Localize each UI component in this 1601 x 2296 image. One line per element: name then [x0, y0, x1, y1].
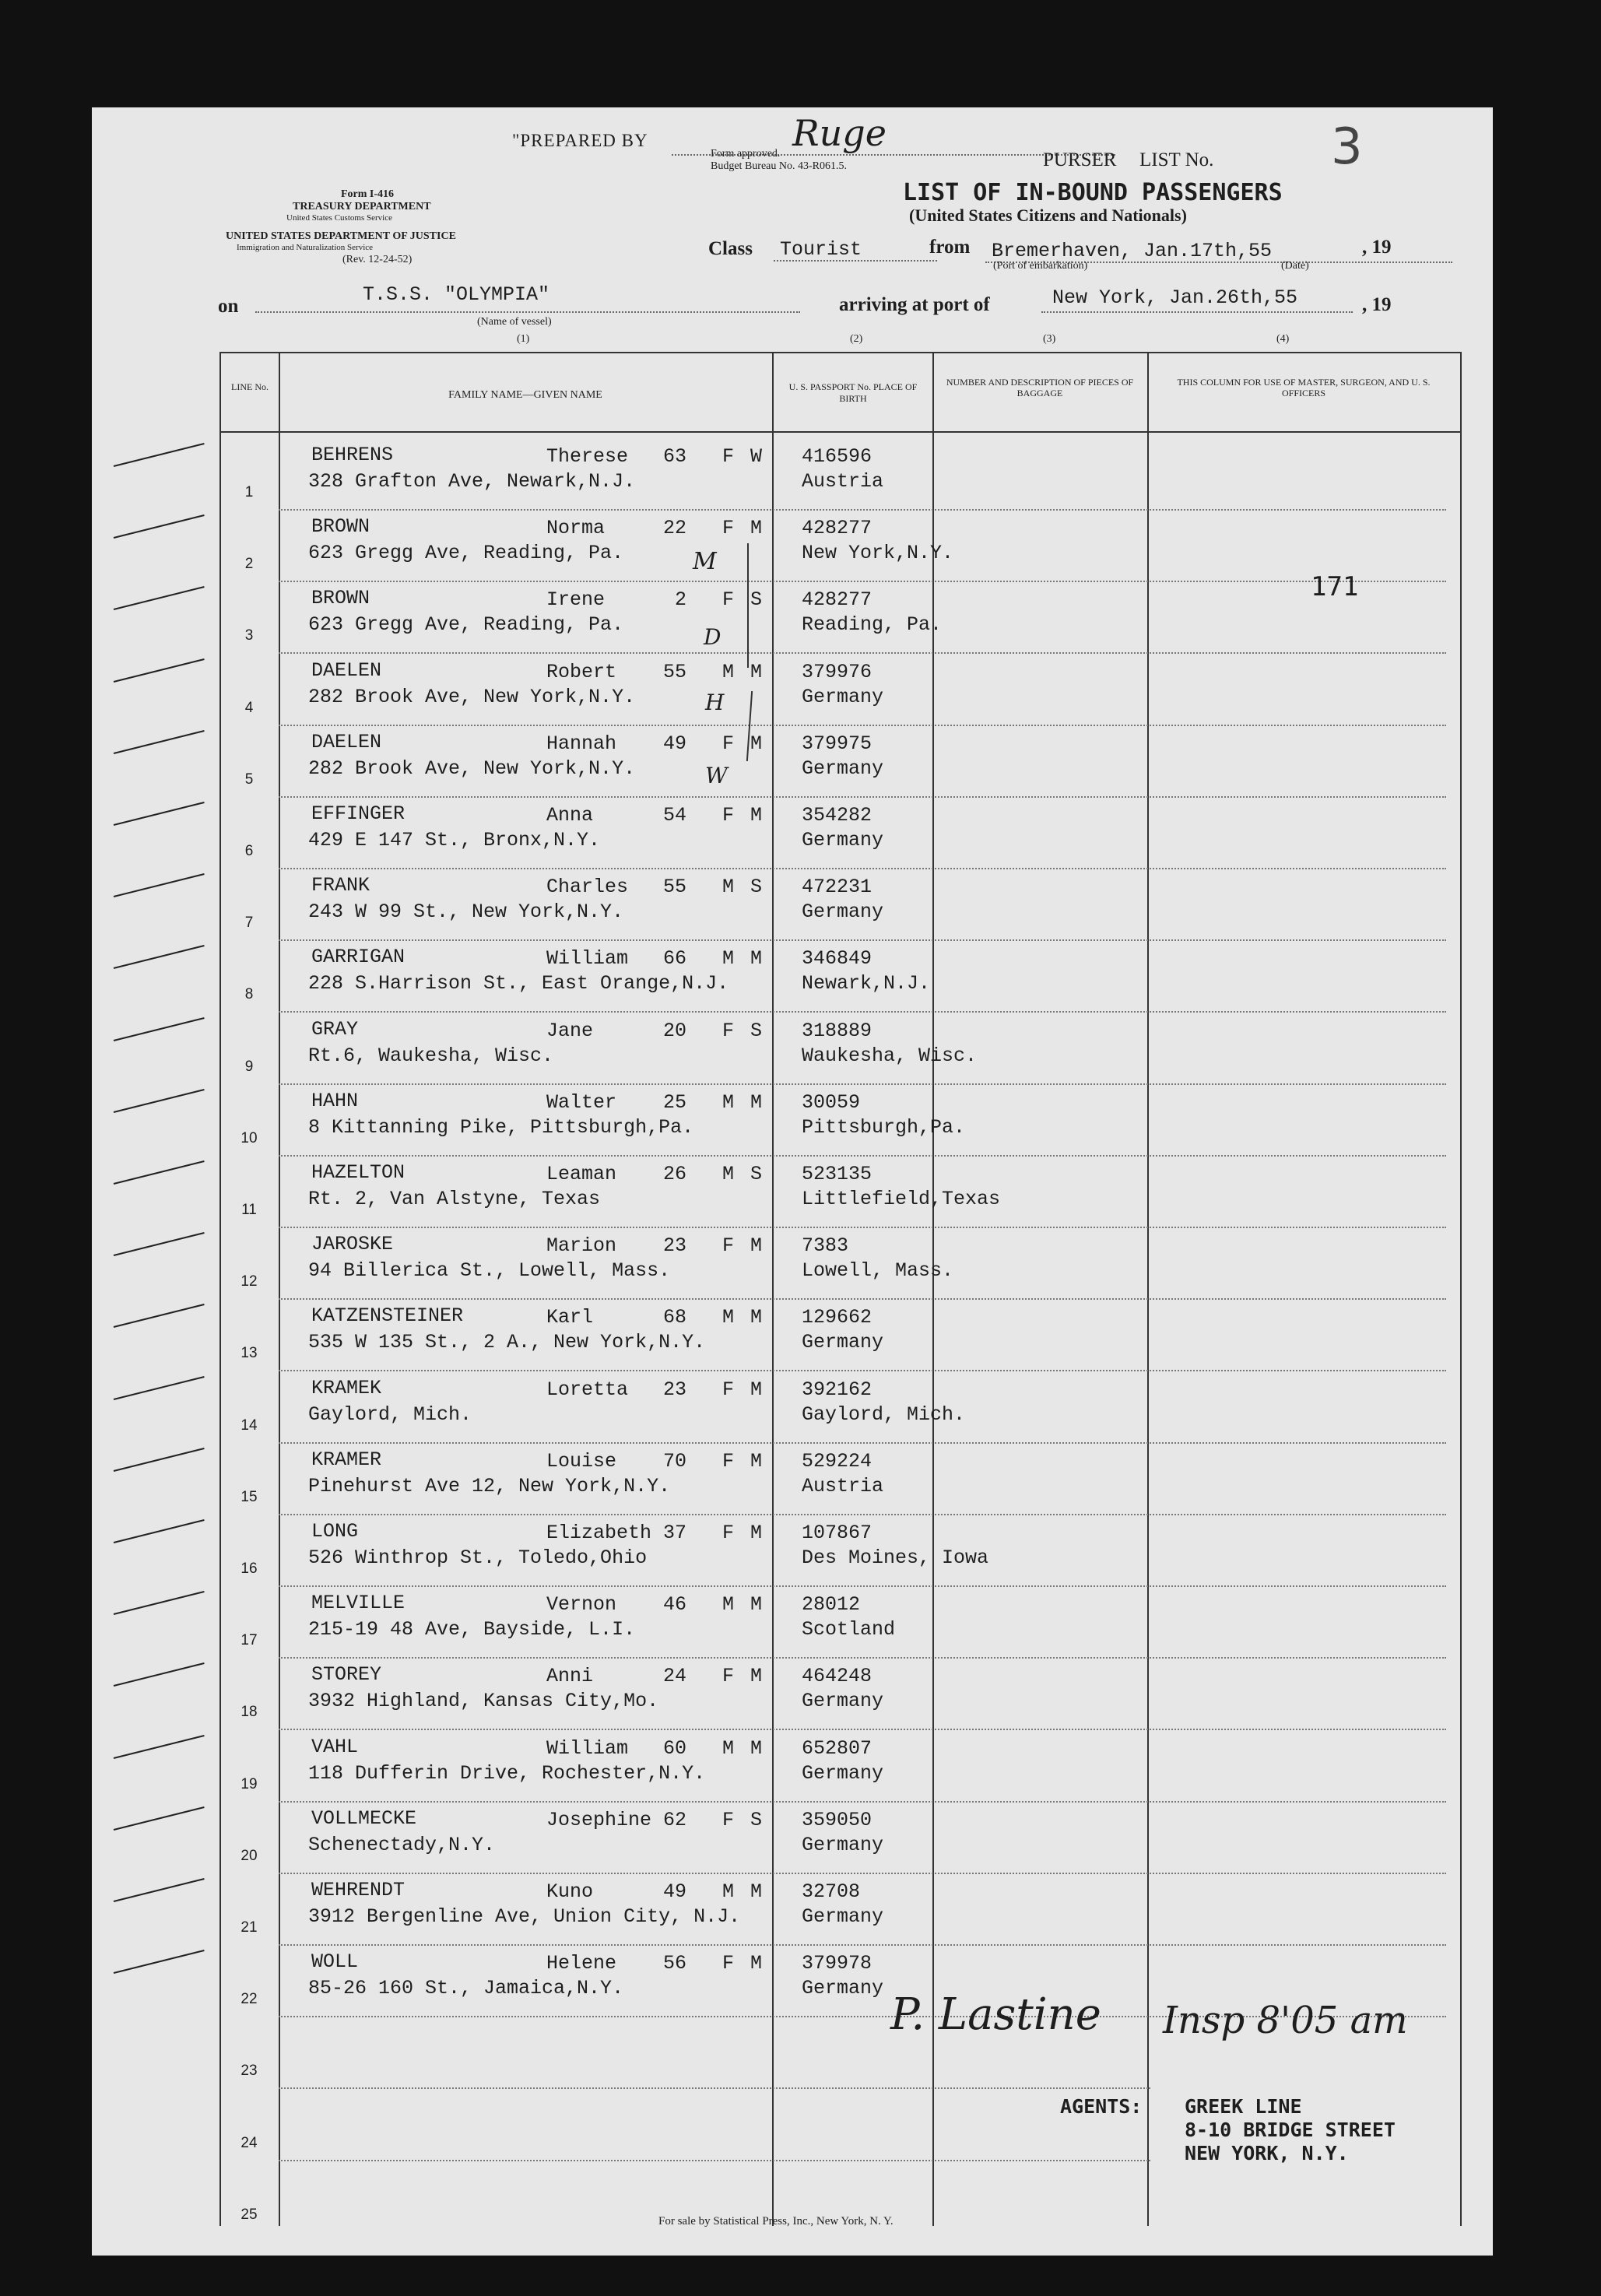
header-family-name: FAMILY NAME—GIVEN NAME	[448, 389, 602, 401]
family-name: LONG	[311, 1520, 359, 1543]
marital-status: M	[750, 1880, 763, 1903]
col-1-caption: (1)	[517, 333, 530, 345]
marital-status: M	[750, 1522, 763, 1544]
dept-justice-sub: Immigration and Naturalization Service	[237, 243, 374, 252]
sex: M	[722, 876, 735, 899]
passport-number: 7383	[802, 1234, 849, 1258]
age: 23	[662, 1234, 686, 1258]
place-of-birth: Waukesha, Wisc.	[802, 1044, 978, 1067]
table-row	[92, 1514, 1493, 1585]
arriving-label: arriving at port of	[839, 294, 990, 315]
age: 66	[662, 947, 686, 971]
marital-status: M	[750, 804, 763, 827]
from-value: Bremerhaven, Jan.17th,55	[992, 240, 1273, 262]
family-name: STOREY	[311, 1663, 382, 1687]
marital-status: S	[750, 1019, 763, 1042]
marital-status: M	[750, 517, 763, 540]
given-name: Vernon	[546, 1593, 617, 1617]
line-number: 12	[241, 1273, 258, 1290]
given-name: Norma	[546, 517, 606, 540]
age: 55	[662, 660, 686, 683]
table-row	[92, 1155, 1493, 1227]
sex: F	[722, 1234, 735, 1258]
given-name: Louise	[546, 1449, 617, 1473]
address: 328 Grafton Ave, Newark,N.J.	[308, 470, 636, 493]
marital-status: M	[750, 1736, 763, 1760]
vessel-name: T.S.S. "OLYMPIA"	[363, 283, 550, 306]
table-row	[92, 1371, 1493, 1442]
table-row	[92, 1873, 1493, 1944]
place-of-birth: Scotland	[802, 1618, 896, 1641]
address: Schenectady,N.Y.	[308, 1833, 496, 1856]
family-name: WEHRENDT	[311, 1879, 406, 1901]
address: 3912 Bergenline Ave, Union City, N.J.	[308, 1905, 741, 1928]
dept-treasury-sub: United States Customs Service	[286, 213, 392, 223]
given-name: Therese	[546, 445, 629, 468]
given-name: Josephine	[546, 1808, 652, 1831]
line-number: 22	[241, 1991, 258, 2008]
marital-status: M	[750, 1234, 763, 1258]
year-19-b: , 19	[1362, 294, 1392, 315]
line-number: 20	[241, 1847, 258, 1864]
form-approved: Form approved.	[711, 148, 781, 160]
line-number: 15	[241, 1488, 258, 1505]
table-row	[92, 1657, 1493, 1729]
marital-status: M	[750, 1449, 763, 1473]
given-name: Jane	[546, 1019, 594, 1042]
check-mark	[114, 1878, 205, 1902]
date-caption: (Date)	[1281, 260, 1309, 272]
place-of-birth: Germany	[802, 757, 884, 780]
passport-number: 379978	[802, 1952, 872, 1975]
marital-status: M	[750, 1952, 763, 1975]
place-of-birth: Germany	[802, 1833, 884, 1856]
col-4-caption: (4)	[1276, 333, 1290, 345]
family-name: VAHL	[311, 1735, 359, 1758]
age: 26	[662, 1163, 686, 1185]
passport-number: 359050	[802, 1808, 872, 1831]
agents-label: AGENTS:	[1060, 2095, 1143, 2118]
passport-number: 346849	[802, 947, 872, 971]
table-row	[92, 1442, 1493, 1514]
family-name: EFFINGER	[311, 802, 406, 825]
form-title: LIST OF IN-BOUND PASSENGERS	[903, 179, 1283, 206]
given-name: Irene	[546, 588, 606, 612]
sex: F	[722, 445, 735, 468]
age: 60	[662, 1736, 686, 1760]
line-number: 8	[244, 986, 254, 1003]
family-name: MELVILLE	[311, 1592, 406, 1615]
check-mark	[114, 514, 205, 539]
col-3-caption: (3)	[1043, 333, 1056, 345]
address: 215-19 48 Ave, Bayside, L.I.	[308, 1618, 636, 1641]
inspector-signature: P. Lastine	[890, 1989, 1101, 2040]
given-name: Elizabeth	[546, 1522, 652, 1544]
family-name: JAROSKE	[311, 1233, 394, 1256]
age: 23	[662, 1378, 686, 1401]
address: 228 S.Harrison St., East Orange,N.J.	[308, 972, 729, 995]
check-mark	[114, 1017, 205, 1041]
check-mark	[114, 1806, 205, 1831]
passport-number: 428277	[802, 588, 872, 612]
marital-status: M	[750, 1090, 763, 1114]
place-of-birth: Des Moines, Iowa	[802, 1546, 989, 1569]
line-number: 21	[241, 1919, 258, 1936]
passport-number: 472231	[802, 876, 872, 899]
line-number: 5	[244, 771, 254, 788]
given-name: Anna	[546, 804, 594, 827]
address: 94 Billerica St., Lowell, Mass.	[308, 1259, 671, 1283]
sex: F	[722, 804, 735, 827]
hand-mark-h: H	[705, 690, 725, 715]
vessel-caption: (Name of vessel)	[477, 316, 552, 328]
sex: M	[722, 947, 735, 971]
address: 3932 Highland, Kansas City,Mo.	[308, 1690, 659, 1713]
passport-number: 523135	[802, 1163, 872, 1185]
age: 46	[662, 1593, 686, 1617]
check-mark	[114, 730, 205, 754]
sex: M	[722, 1090, 735, 1114]
marital-status: S	[750, 876, 763, 899]
address: Gaylord, Mich.	[308, 1403, 472, 1426]
age: 62	[662, 1808, 686, 1831]
given-name: Helene	[546, 1952, 617, 1975]
line-number: 10	[241, 1129, 258, 1146]
marital-status: M	[750, 1593, 763, 1617]
given-name: William	[546, 1736, 629, 1760]
address: 623 Gregg Ave, Reading, Pa.	[308, 542, 624, 565]
family-name: BROWN	[311, 515, 370, 539]
address: 535 W 135 St., 2 A., New York,N.Y.	[308, 1331, 706, 1354]
hand-mark-d: D	[704, 624, 722, 650]
sex: F	[722, 1378, 735, 1401]
address: Rt.6, Waukesha, Wisc.	[308, 1044, 554, 1067]
family-name: VOLLMECKE	[311, 1806, 417, 1830]
sex: F	[722, 1449, 735, 1473]
manifest-page	[92, 107, 1493, 2256]
place-of-birth: Germany	[802, 1977, 884, 2000]
table-row	[92, 1801, 1493, 1873]
header-line-no: LINE No.	[231, 381, 269, 392]
line-number: 2	[244, 556, 254, 573]
family-name: FRANK	[311, 874, 370, 897]
line-number: 9	[244, 1058, 254, 1075]
check-mark	[114, 873, 205, 897]
check-mark	[114, 1950, 205, 1974]
table-row	[92, 509, 1493, 581]
check-mark	[114, 1160, 205, 1185]
passport-number: 652807	[802, 1736, 872, 1760]
check-mark	[114, 1089, 205, 1113]
given-name: Charles	[546, 876, 629, 899]
place-of-birth: Lowell, Mass.	[802, 1259, 954, 1283]
passport-number: 464248	[802, 1665, 872, 1688]
table-row	[92, 581, 1493, 652]
revision: (Rev. 12-24-52)	[342, 254, 413, 265]
sex: M	[722, 1306, 735, 1329]
age: 22	[662, 517, 686, 540]
check-mark	[114, 1735, 205, 1759]
passport-number: 379975	[802, 732, 872, 755]
given-name: Karl	[546, 1306, 594, 1329]
sex: F	[722, 1522, 735, 1544]
age: 63	[662, 445, 686, 468]
line-number: 7	[244, 915, 254, 932]
line-number: 23	[241, 2063, 258, 2080]
sex: F	[722, 1019, 735, 1042]
place-of-birth: Austria	[802, 470, 884, 493]
place-of-birth: Germany	[802, 900, 884, 924]
family-name: HAHN	[311, 1089, 359, 1112]
given-name: Robert	[546, 660, 617, 683]
check-mark	[114, 802, 205, 826]
check-mark	[114, 586, 205, 610]
passport-number: 28012	[802, 1593, 861, 1617]
prepared-by-signature: Ruge	[792, 112, 887, 154]
line-number: 4	[244, 699, 254, 716]
address: 282 Brook Ave, New York,N.Y.	[308, 757, 636, 780]
address: 243 W 99 St., New York,N.Y.	[308, 900, 624, 924]
age: 49	[662, 1880, 686, 1903]
inspection-time: Insp 8'05 am	[1163, 1999, 1408, 2042]
place-of-birth: Pittsburgh,Pa.	[802, 1115, 966, 1139]
place-of-birth: Austria	[802, 1474, 884, 1497]
table-row	[92, 1012, 1493, 1083]
purser-label: PURSER	[1043, 149, 1117, 170]
line-number: 25	[241, 2206, 258, 2223]
family-name: GRAY	[311, 1017, 359, 1041]
table-row	[92, 437, 1493, 509]
arriving-value: New York, Jan.26th,55	[1052, 286, 1298, 309]
check-mark	[114, 945, 205, 969]
officer-note: 171	[1311, 571, 1359, 602]
marital-status: S	[750, 1808, 763, 1831]
address: Pinehurst Ave 12, New York,N.Y.	[308, 1474, 671, 1497]
family-name: WOLL	[311, 1950, 359, 1974]
marital-status: S	[750, 1163, 763, 1185]
address: 8 Kittanning Pike, Pittsburgh,Pa.	[308, 1115, 694, 1139]
sex: F	[722, 588, 735, 612]
place-of-birth: Germany	[802, 1761, 884, 1785]
agents-line-3: NEW YORK, N.Y.	[1185, 2142, 1349, 2164]
sex: M	[722, 1593, 735, 1617]
marital-status: M	[750, 1665, 763, 1688]
hand-mark-w: W	[705, 763, 728, 788]
from-label: from	[929, 237, 971, 258]
address: 623 Gregg Ave, Reading, Pa.	[308, 613, 624, 637]
table-row	[92, 1298, 1493, 1370]
passport-number: 318889	[802, 1019, 872, 1042]
dept-justice: UNITED STATES DEPARTMENT OF JUSTICE	[226, 230, 456, 242]
age: 2	[674, 588, 686, 612]
given-name: Anni	[546, 1665, 594, 1688]
budget-bureau: Budget Bureau No. 43-R061.5.	[711, 160, 847, 172]
sex: F	[722, 732, 735, 755]
age: 54	[662, 804, 686, 827]
check-mark	[114, 1376, 205, 1400]
passport-number: 416596	[802, 445, 872, 468]
passport-number: 428277	[802, 517, 872, 540]
port-embark-caption: (Port of embarkation)	[993, 260, 1088, 272]
place-of-birth: New York,N.Y.	[802, 542, 954, 565]
sex: F	[722, 1952, 735, 1975]
sex: M	[722, 1880, 735, 1903]
age: 70	[662, 1449, 686, 1473]
given-name: Kuno	[546, 1880, 594, 1903]
family-name: BROWN	[311, 587, 370, 610]
prepared-by-label: "PREPARED BY	[512, 131, 648, 150]
age: 55	[662, 876, 686, 899]
place-of-birth: Newark,N.J.	[802, 972, 931, 995]
age: 68	[662, 1306, 686, 1329]
place-of-birth: Reading, Pa.	[802, 613, 943, 637]
family-name: HAZELTON	[311, 1161, 406, 1184]
place-of-birth: Gaylord, Mich.	[802, 1403, 966, 1426]
line-number: 13	[241, 1345, 258, 1362]
given-name: Leaman	[546, 1163, 617, 1185]
family-name: BEHRENS	[311, 444, 394, 466]
line-number: 6	[244, 843, 254, 859]
check-mark	[114, 658, 205, 683]
address: 85-26 160 St., Jamaica,N.Y.	[308, 1977, 624, 2000]
check-mark	[114, 1591, 205, 1615]
header-officers: THIS COLUMN FOR USE OF MASTER, SURGEON, AND U. S. OFFICERS	[1177, 377, 1431, 398]
address: 282 Brook Ave, New York,N.Y.	[308, 685, 636, 708]
form-subtitle: (United States Citizens and Nationals)	[909, 205, 1187, 225]
line-number: 17	[241, 1632, 258, 1649]
given-name: William	[546, 947, 629, 971]
passport-number: 392162	[802, 1378, 872, 1401]
family-name: DAELEN	[311, 658, 382, 682]
check-mark	[114, 1519, 205, 1543]
sex: M	[722, 1736, 735, 1760]
table-row	[92, 1227, 1493, 1298]
family-name: KATZENSTEINER	[311, 1304, 464, 1328]
hand-mark-m: M	[693, 548, 717, 575]
place-of-birth: Germany	[802, 1331, 884, 1354]
address: Rt. 2, Van Alstyne, Texas	[308, 1188, 601, 1210]
place-of-birth: Germany	[802, 1690, 884, 1713]
sex: M	[722, 1163, 735, 1185]
passport-number: 107867	[802, 1522, 872, 1544]
place-of-birth: Littlefield,Texas	[802, 1188, 1001, 1210]
check-mark	[114, 443, 205, 467]
agents-line-1: GREEK LINE	[1185, 2095, 1302, 2118]
line-number: 24	[241, 2134, 258, 2151]
family-name: KRAMER	[311, 1448, 382, 1471]
age: 24	[662, 1665, 686, 1688]
family-name: DAELEN	[311, 730, 382, 753]
agents-line-2: 8-10 BRIDGE STREET	[1185, 2119, 1396, 2141]
marital-status: M	[750, 1378, 763, 1401]
line-number: 3	[244, 627, 254, 644]
marital-status: M	[750, 947, 763, 971]
table-row	[92, 939, 1493, 1011]
table-row	[92, 653, 1493, 725]
sex: M	[722, 660, 735, 683]
place-of-birth: Germany	[802, 829, 884, 851]
given-name: Walter	[546, 1090, 617, 1114]
passport-number: 354282	[802, 804, 872, 827]
dept-treasury: TREASURY DEPARTMENT	[293, 201, 431, 212]
form-number: Form I-416	[341, 188, 395, 200]
sex: F	[722, 1808, 735, 1831]
age: 56	[662, 1952, 686, 1975]
age: 20	[662, 1019, 686, 1042]
list-no-label: LIST No.	[1139, 149, 1214, 170]
on-label: on	[218, 296, 239, 317]
address: 118 Dufferin Drive, Rochester,N.Y.	[308, 1761, 706, 1785]
table-row	[92, 725, 1493, 796]
marital-status: M	[750, 1306, 763, 1329]
table-row	[92, 1729, 1493, 1801]
check-mark	[114, 1232, 205, 1256]
class-value: Tourist	[780, 238, 862, 261]
list-no-value: 3	[1331, 118, 1363, 176]
line-number: 14	[241, 1417, 258, 1434]
given-name: Loretta	[546, 1378, 629, 1401]
age: 25	[662, 1090, 686, 1114]
class-label: Class	[708, 238, 753, 259]
table-row	[92, 796, 1493, 868]
check-mark	[114, 1662, 205, 1687]
check-mark	[114, 1448, 205, 1472]
year-19-a: , 19	[1362, 237, 1392, 258]
table-row	[92, 868, 1493, 939]
passport-number: 32708	[802, 1880, 861, 1903]
address: 526 Winthrop St., Toledo,Ohio	[308, 1546, 648, 1569]
header-baggage: NUMBER AND DESCRIPTION OF PIECES OF BAGGAGE	[946, 377, 1134, 398]
passport-number: 30059	[802, 1090, 861, 1114]
passport-number: 129662	[802, 1306, 872, 1329]
age: 49	[662, 732, 686, 755]
address: 429 E 147 St., Bronx,N.Y.	[308, 829, 601, 851]
passport-number: 379976	[802, 660, 872, 683]
table-row	[92, 1083, 1493, 1155]
line-number: 11	[241, 1202, 257, 1218]
col-2-caption: (2)	[850, 333, 863, 345]
marital-status: M	[750, 660, 763, 683]
marital-status: S	[750, 588, 763, 612]
footer-printer: For sale by Statistical Press, Inc., New York, N. Y.	[658, 2215, 894, 2228]
given-name: Marion	[546, 1234, 617, 1258]
check-mark	[114, 1304, 205, 1328]
line-number: 19	[241, 1775, 258, 1792]
place-of-birth: Germany	[802, 1905, 884, 1928]
table-row	[92, 1585, 1493, 1657]
age: 37	[662, 1522, 686, 1544]
line-number: 16	[241, 1561, 258, 1577]
passport-number: 529224	[802, 1449, 872, 1473]
given-name: Hannah	[546, 732, 617, 755]
header-passport: U. S. PASSPORT No. PLACE OF BIRTH	[788, 381, 918, 404]
family-name: GARRIGAN	[311, 946, 406, 969]
sex: F	[722, 1665, 735, 1688]
line-number: 18	[241, 1704, 258, 1721]
place-of-birth: Germany	[802, 685, 884, 708]
marital-status: M	[750, 732, 763, 755]
marital-status: W	[750, 445, 763, 468]
line-number: 1	[244, 484, 254, 500]
sex: F	[722, 517, 735, 540]
family-name: KRAMEK	[311, 1376, 382, 1399]
